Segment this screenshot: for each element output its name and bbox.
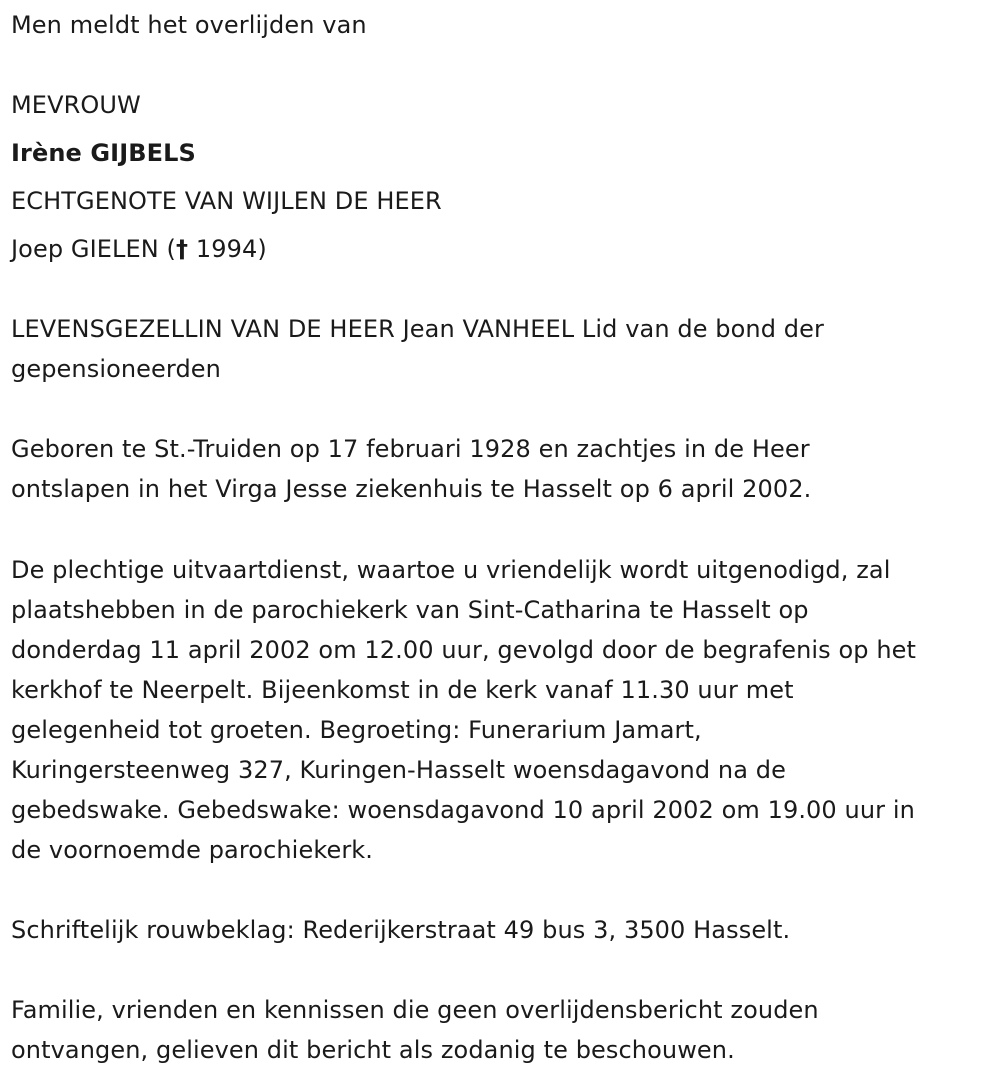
service-line: De plechtige uitvaartdienst, waartoe u vriendelijk wordt uitgenodigd, zal [11,556,891,584]
service-line: gelegenheid tot groeten. Begroeting: Funerarium Jamart, [11,716,702,744]
spouse-line [11,229,267,269]
partner-line-2: gepensioneerden [11,355,221,383]
service-line: de voornoemde parochiekerk. [11,836,374,864]
service-line: Kuringersteenweg 327, Kuringen-Hasselt woensdagavond na de [11,756,786,784]
cross-icon: † [176,235,189,263]
deceased-name: Irène GIJBELS [11,139,196,167]
birth-line-2: ontslapen in het Virga Jesse ziekenhuis te Hasselt op 6 april 2002. [11,475,812,503]
service-line: plaatshebben in de parochiekerk van Sint-Catharina te Hasselt op [11,596,809,624]
salutation: MEVROUW [11,91,141,119]
service-line: gebedswake. Gebedswake: woensdagavond 10 april 2002 om 19.00 uur in [11,796,915,824]
service-line: kerkhof te Neerpelt. Bijeenkomst in de kerk vanaf 11.30 uur met [11,676,794,704]
closing-line-1: Familie, vrienden en kennissen die geen overlijdensbericht zouden [11,996,819,1024]
spouse-title: ECHTGENOTE VAN WIJLEN DE HEER [11,187,442,215]
service-line: donderdag 11 april 2002 om 12.00 uur, gevolgd door de begrafenis op het [11,636,917,664]
birth-line-1: Geboren te St.-Truiden op 17 februari 1928 en zachtjes in de Heer [11,435,810,463]
closing-line-2: ontvangen, gelieven dit bericht als zodanig te beschouwen. [11,1036,735,1064]
partner-line-1: LEVENSGEZELLIN VAN DE HEER Jean VANHEEL Lid van de bond der [11,315,824,343]
intro-text: Men meldt het overlijden van [11,11,367,39]
spouse-name: Joep GIELEN ( [11,235,177,263]
spouse-year: 1994) [195,235,267,263]
condolence-address: Schriftelijk rouwbeklag: Rederijkerstraat 49 bus 3, 3500 Hasselt. [11,916,791,944]
